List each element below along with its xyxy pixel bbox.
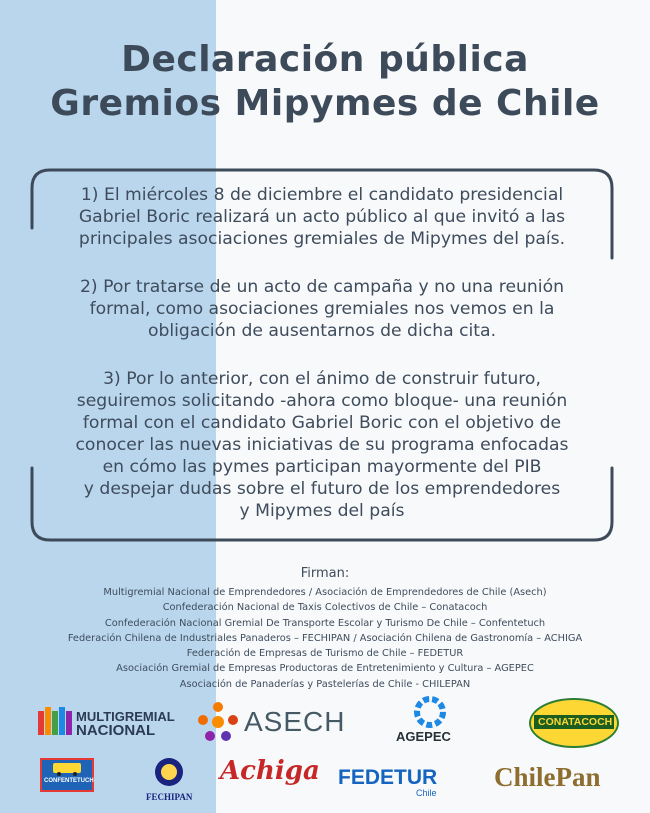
agepec-ring-icon	[410, 695, 450, 729]
agepec-wordmark: AGEPEC	[396, 729, 451, 744]
multigremial-mark-icon	[38, 707, 74, 739]
chilepan-logo	[494, 762, 618, 802]
signer-line: Asociación de Panaderías y Pastelerías de Chile - CHILEPAN	[179, 678, 471, 690]
point-1: 1) El miércoles 8 de diciembre el candidato presidencial Gabriel Boric realizará un acto público al que invitó a las principales asociaciones gremiales de Mipymes del país.	[78, 185, 566, 249]
fechipan-wordmark: FECHIPAN	[146, 792, 193, 802]
signer-line: Federación Chilena de Industriales Panaderos – FECHIPAN / Asociación Chilena de Gastronomía – ACHIGA	[67, 632, 583, 644]
signer-line: Multigremial Nacional de Emprendedores / Asociación de Emprendedores de Chile (Asech)	[103, 587, 547, 598]
conatacoch-wordmark: CONATACOCH	[538, 716, 613, 728]
achiga-logo	[214, 756, 320, 796]
title-line-2: Gremios Mipymes de Chile	[50, 83, 600, 124]
conatacoch-logo	[528, 697, 620, 749]
signers-list	[0, 585, 650, 692]
title-line-1: Declaración pública	[121, 39, 529, 80]
agepec-logo	[388, 695, 472, 751]
asech-logo	[196, 700, 352, 744]
confentetuch-wordmark: CONFENTETUCH	[44, 778, 94, 784]
fedetur-logo	[338, 766, 448, 806]
achiga-wordmark: Achiga	[220, 756, 320, 786]
signer-line: Federación de Empresas de Turismo de Chile – FEDETUR	[186, 648, 464, 660]
firman-label: Firman:	[300, 566, 350, 581]
fedetur-wordmark: FEDETUR	[338, 766, 438, 789]
multigremial-line-2: NACIONAL	[76, 722, 156, 739]
signer-line: Confederación Nacional de Taxis Colectivos de Chile – Conatacoch	[162, 602, 488, 614]
fechipan-logo	[146, 756, 192, 806]
fedetur-sub: Chile	[416, 788, 437, 798]
confentetuch-logo	[40, 758, 94, 792]
point-3: 3) Por lo anterior, con el ánimo de construir futuro, seguiremos solicitando -ahora como bloque- una reunión formal con el candidato Gabriel Boric con el objetivo de conocer las nuevas iniciativas de su programa enfocadas en cómo las pymes participan mayormente del PIB y despejar dudas sobre el futuro de los emprendedores y Mipymes del país	[75, 369, 569, 521]
asech-people-icon	[196, 700, 240, 744]
fechipan-seal-icon	[154, 756, 184, 788]
point-2: 2) Por tratarse de un acto de campaña y no una reunión formal, como asociaciones gremiales nos vemos en la obligación de ausentarnos de dicha cita.	[80, 277, 564, 341]
school-bus-icon	[52, 762, 82, 776]
statement-points	[30, 184, 614, 548]
signer-line: Asociación Gremial de Empresas Productoras de Entretenimiento y Cultura – AGEPEC	[116, 663, 534, 675]
asech-wordmark: ASECH	[244, 706, 346, 737]
multigremial-logo	[38, 706, 175, 740]
signer-line: Confederación Nacional Gremial De Transporte Escolar y Turismo De Chile – Confentetuch	[104, 617, 546, 629]
chilepan-wordmark: ChilePan	[494, 762, 601, 792]
multigremial-line-1: MULTIGREMIAL	[76, 709, 175, 724]
page-title	[0, 38, 650, 126]
